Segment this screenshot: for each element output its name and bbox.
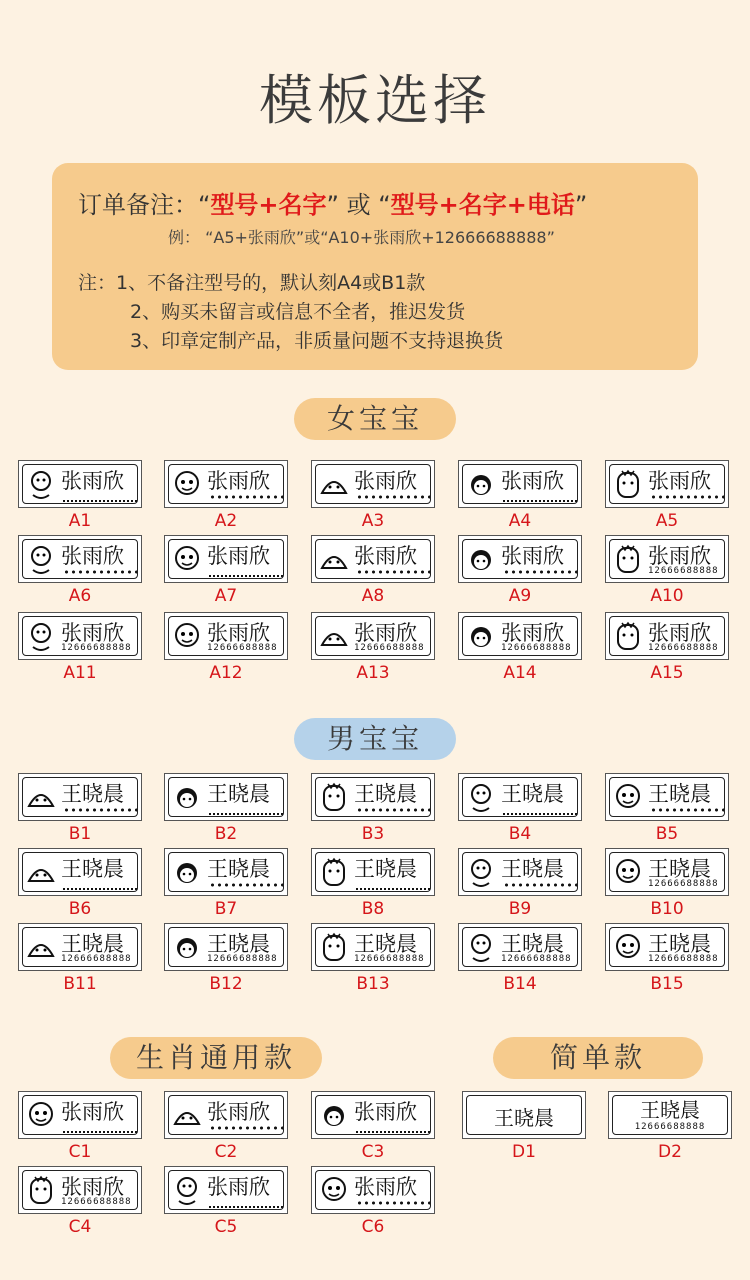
template-code-label: C3 — [361, 1142, 385, 1162]
stamp-illustration-icon — [463, 467, 499, 501]
stamp-phone: 12666688888 — [634, 1122, 706, 1132]
stamp-phone: 12666688888 — [648, 643, 719, 653]
stamp-illustration-icon — [316, 780, 352, 814]
template-a9[interactable] — [458, 535, 582, 583]
stamp-phone: 12666688888 — [61, 643, 132, 653]
template-code-label: C6 — [361, 1217, 385, 1237]
template-a8[interactable] — [311, 535, 435, 583]
stamp-dots-decoration — [209, 1126, 283, 1130]
stamp-name: 张雨欣 — [354, 1175, 417, 1199]
notice-item: 2、购买未留言或信息不全者，推迟发货 — [130, 301, 466, 323]
stamp-name: 王晓晨 — [354, 782, 417, 806]
template-code-label: A11 — [63, 663, 97, 683]
stamp-illustration-icon — [610, 542, 646, 576]
stamp-dots-decoration — [356, 808, 430, 812]
template-code-label: B12 — [209, 974, 243, 994]
stamp-name: 王晓晨 — [501, 932, 564, 956]
template-code-label: B10 — [650, 899, 684, 919]
template-b3[interactable] — [311, 773, 435, 821]
stamp-name: 张雨欣 — [207, 544, 270, 568]
stamp-phone: 12666688888 — [354, 643, 425, 653]
template-a12[interactable] — [164, 612, 288, 660]
template-code-label: C1 — [68, 1142, 92, 1162]
template-code-label: B13 — [356, 974, 390, 994]
stamp-illustration-icon — [463, 542, 499, 576]
section-simple-heading: 简单款 — [493, 1037, 703, 1079]
stamp-phone: 12666688888 — [207, 954, 278, 964]
notice-list — [78, 269, 503, 356]
template-code-label: B2 — [214, 824, 238, 844]
template-c4[interactable] — [18, 1166, 142, 1214]
stamp-name: 张雨欣 — [207, 469, 270, 493]
stamp-illustration-icon — [610, 619, 646, 653]
stamp-wave-decoration — [356, 1125, 430, 1133]
stamp-illustration-icon — [169, 780, 205, 814]
stamp-name: 张雨欣 — [61, 1100, 124, 1124]
template-b14[interactable] — [458, 923, 582, 971]
stamp-wave-decoration — [209, 1200, 283, 1208]
template-a6[interactable] — [18, 535, 142, 583]
stamp-name: 张雨欣 — [501, 469, 564, 493]
stamp-name: 王晓晨 — [648, 857, 711, 881]
template-code-label: A3 — [361, 511, 385, 531]
template-b13[interactable] — [311, 923, 435, 971]
stamp-phone: 12666688888 — [648, 566, 719, 576]
stamp-illustration-icon — [169, 1098, 205, 1132]
stamp-phone: 12666688888 — [501, 643, 572, 653]
stamp-dots-decoration — [650, 808, 724, 812]
template-code-label: B6 — [68, 899, 92, 919]
template-b10[interactable] — [605, 848, 729, 896]
template-code-label: A2 — [214, 511, 238, 531]
template-code-label: A10 — [650, 586, 684, 606]
stamp-illustration-icon — [316, 1173, 352, 1207]
stamp-name: 张雨欣 — [61, 469, 124, 493]
stamp-illustration-icon — [610, 930, 646, 964]
stamp-name: 张雨欣 — [207, 1175, 270, 1199]
stamp-dots-decoration — [209, 883, 283, 887]
section-boy-heading: 男宝宝 — [294, 718, 456, 760]
stamp-name: 张雨欣 — [207, 1100, 270, 1124]
template-code-label: A13 — [356, 663, 390, 683]
stamp-wave-decoration — [63, 494, 137, 502]
stamp-illustration-icon — [316, 467, 352, 501]
template-a14[interactable] — [458, 612, 582, 660]
template-a3[interactable] — [311, 460, 435, 508]
template-b8[interactable] — [311, 848, 435, 896]
stamp-illustration-icon — [23, 780, 59, 814]
order-notice-panel — [52, 163, 698, 370]
stamp-name: 王晓晨 — [501, 857, 564, 881]
template-a7[interactable] — [164, 535, 288, 583]
template-code-label: B15 — [650, 974, 684, 994]
stamp-illustration-icon — [169, 619, 205, 653]
template-code-label: B14 — [503, 974, 537, 994]
template-code-label: A15 — [650, 663, 684, 683]
stamp-name: 王晓晨 — [207, 932, 270, 956]
stamp-illustration-icon — [169, 855, 205, 889]
template-code-label: A9 — [508, 586, 532, 606]
stamp-phone: 12666688888 — [61, 954, 132, 964]
template-code-label: B9 — [508, 899, 532, 919]
stamp-name: 王晓晨 — [207, 857, 270, 881]
stamp-illustration-icon — [610, 780, 646, 814]
stamp-illustration-icon — [169, 542, 205, 576]
stamp-name: 张雨欣 — [354, 544, 417, 568]
template-b12[interactable] — [164, 923, 288, 971]
stamp-phone: 12666688888 — [207, 643, 278, 653]
template-code-label: A14 — [503, 663, 537, 683]
stamp-illustration-icon — [316, 619, 352, 653]
stamp-wave-decoration — [63, 882, 137, 890]
template-code-label: A6 — [68, 586, 92, 606]
stamp-wave-decoration — [356, 882, 430, 890]
template-b6[interactable] — [18, 848, 142, 896]
template-b5[interactable] — [605, 773, 729, 821]
stamp-dots-decoration — [63, 808, 137, 812]
stamp-dots-decoration — [503, 883, 577, 887]
template-code-label: A8 — [361, 586, 385, 606]
stamp-name: 张雨欣 — [648, 469, 711, 493]
stamp-wave-decoration — [209, 569, 283, 577]
template-a2[interactable] — [164, 460, 288, 508]
stamp-name: 王晓晨 — [494, 1106, 554, 1130]
stamp-illustration-icon — [23, 1173, 59, 1207]
stamp-phone: 12666688888 — [354, 954, 425, 964]
stamp-name: 王晓晨 — [648, 782, 711, 806]
template-b7[interactable] — [164, 848, 288, 896]
stamp-name: 张雨欣 — [61, 1175, 124, 1199]
stamp-illustration-icon — [316, 542, 352, 576]
template-d2[interactable] — [608, 1091, 732, 1139]
template-code-label: D2 — [658, 1142, 682, 1162]
stamp-wave-decoration — [209, 807, 283, 815]
stamp-dots-decoration — [356, 495, 430, 499]
stamp-illustration-icon — [23, 542, 59, 576]
template-b2[interactable] — [164, 773, 288, 821]
stamp-illustration-icon — [169, 930, 205, 964]
template-b4[interactable] — [458, 773, 582, 821]
template-a10[interactable] — [605, 535, 729, 583]
stamp-dots-decoration — [63, 570, 137, 574]
stamp-illustration-icon — [610, 855, 646, 889]
template-code-label: C5 — [214, 1217, 238, 1237]
stamp-name: 王晓晨 — [61, 782, 124, 806]
template-a15[interactable] — [605, 612, 729, 660]
template-c5[interactable] — [164, 1166, 288, 1214]
stamp-name: 王晓晨 — [640, 1098, 700, 1122]
template-code-label: B4 — [508, 824, 532, 844]
stamp-name: 王晓晨 — [61, 857, 124, 881]
stamp-dots-decoration — [356, 1201, 430, 1205]
template-code-label: C4 — [68, 1217, 92, 1237]
page-title: 模板选择 — [259, 69, 491, 132]
stamp-illustration-icon — [463, 619, 499, 653]
stamp-illustration-icon — [463, 855, 499, 889]
stamp-name: 张雨欣 — [61, 621, 124, 645]
template-b1[interactable] — [18, 773, 142, 821]
order-remark-example: 例： “A5+张雨欣”或“A10+张雨欣+12666688888” — [168, 228, 555, 247]
template-code-label: B1 — [68, 824, 92, 844]
stamp-illustration-icon — [316, 930, 352, 964]
stamp-name: 王晓晨 — [648, 932, 711, 956]
template-c3[interactable] — [311, 1091, 435, 1139]
template-code-label: A12 — [209, 663, 243, 683]
template-code-label: C2 — [214, 1142, 238, 1162]
stamp-phone: 12666688888 — [61, 1197, 132, 1207]
stamp-dots-decoration — [650, 495, 724, 499]
stamp-name: 王晓晨 — [61, 932, 124, 956]
stamp-illustration-icon — [23, 930, 59, 964]
notice-item: 注：1、不备注型号的，默认刻A4或B1款 — [78, 272, 426, 294]
stamp-illustration-icon — [316, 855, 352, 889]
template-code-label: B7 — [214, 899, 238, 919]
stamp-name: 王晓晨 — [207, 782, 270, 806]
stamp-name: 张雨欣 — [354, 1100, 417, 1124]
stamp-illustration-icon — [463, 780, 499, 814]
template-b11[interactable] — [18, 923, 142, 971]
template-code-label: D1 — [512, 1142, 536, 1162]
template-c2[interactable] — [164, 1091, 288, 1139]
stamp-name: 张雨欣 — [354, 469, 417, 493]
stamp-name: 张雨欣 — [61, 544, 124, 568]
template-c6[interactable] — [311, 1166, 435, 1214]
stamp-wave-decoration — [503, 807, 577, 815]
template-a13[interactable] — [311, 612, 435, 660]
stamp-name: 王晓晨 — [501, 782, 564, 806]
stamp-wave-decoration — [503, 494, 577, 502]
template-d1[interactable] — [462, 1091, 586, 1139]
template-b15[interactable] — [605, 923, 729, 971]
template-a5[interactable] — [605, 460, 729, 508]
stamp-illustration-icon — [169, 467, 205, 501]
stamp-dots-decoration — [356, 570, 430, 574]
template-code-label: A4 — [508, 511, 532, 531]
stamp-name: 张雨欣 — [648, 621, 711, 645]
stamp-illustration-icon — [169, 1173, 205, 1207]
stamp-illustration-icon — [463, 930, 499, 964]
stamp-phone: 12666688888 — [648, 879, 719, 889]
stamp-name: 张雨欣 — [501, 621, 564, 645]
notice-item: 3、印章定制产品，非质量问题不支持退换货 — [130, 330, 504, 352]
template-code-label: B11 — [63, 974, 97, 994]
template-code-label: A5 — [655, 511, 679, 531]
stamp-wave-decoration — [63, 1125, 137, 1133]
stamp-illustration-icon — [610, 467, 646, 501]
stamp-name: 张雨欣 — [501, 544, 564, 568]
template-a4[interactable] — [458, 460, 582, 508]
stamp-phone: 12666688888 — [501, 954, 572, 964]
template-code-label: A1 — [68, 511, 92, 531]
stamp-illustration-icon — [23, 619, 59, 653]
stamp-name: 张雨欣 — [354, 621, 417, 645]
stamp-name: 张雨欣 — [648, 544, 711, 568]
stamp-name: 张雨欣 — [207, 621, 270, 645]
template-a11[interactable] — [18, 612, 142, 660]
stamp-dots-decoration — [503, 570, 577, 574]
stamp-dots-decoration — [209, 495, 283, 499]
template-code-label: B3 — [361, 824, 385, 844]
stamp-illustration-icon — [23, 855, 59, 889]
stamp-phone: 12666688888 — [648, 954, 719, 964]
template-code-label: A7 — [214, 586, 238, 606]
template-b9[interactable] — [458, 848, 582, 896]
order-remark-line: 订单备注：“型号+名字” 或 “型号+名字+电话” — [78, 191, 588, 219]
template-code-label: B5 — [655, 824, 679, 844]
stamp-name: 王晓晨 — [354, 932, 417, 956]
template-code-label: B8 — [361, 899, 385, 919]
stamp-illustration-icon — [23, 467, 59, 501]
section-zodiac-heading: 生肖通用款 — [110, 1037, 322, 1079]
stamp-name: 王晓晨 — [354, 857, 417, 881]
template-a1[interactable] — [18, 460, 142, 508]
section-girl-heading: 女宝宝 — [294, 398, 456, 440]
stamp-illustration-icon — [316, 1098, 352, 1132]
template-c1[interactable] — [18, 1091, 142, 1139]
stamp-illustration-icon — [23, 1098, 59, 1132]
